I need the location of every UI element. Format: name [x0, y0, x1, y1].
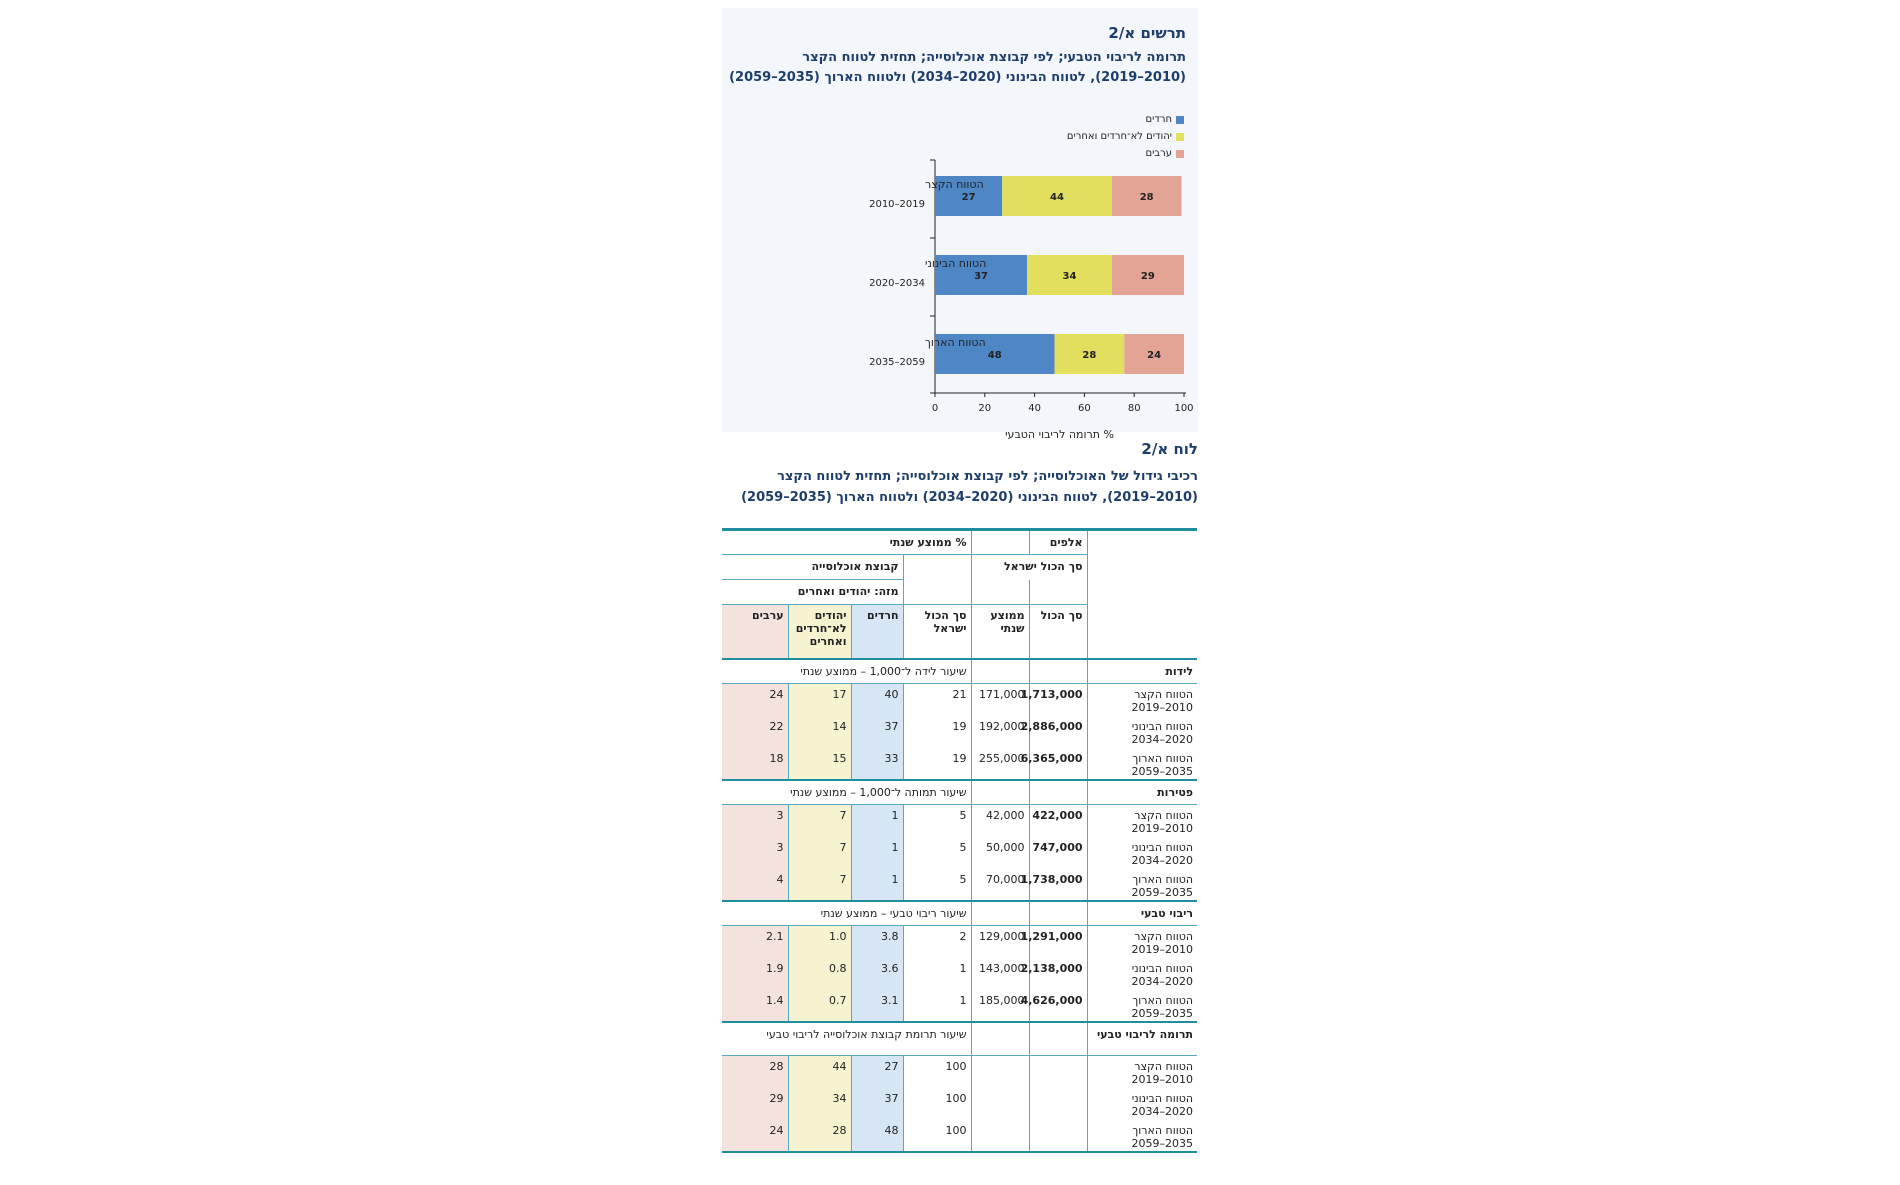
legend-label: יהודים לא־חרדים ואחרים	[1066, 131, 1172, 142]
chart-subtitle	[726, 48, 1186, 88]
row-years: 2035–2059	[1131, 1006, 1194, 1020]
cell-haredim: 37	[851, 716, 903, 748]
legend-swatch	[1176, 133, 1184, 141]
bar-value-label: 27	[961, 192, 976, 203]
cell-total: 747,000	[1029, 837, 1087, 869]
legend-swatch	[1176, 116, 1184, 124]
header-avg-pct: % ממוצע שנתי	[722, 530, 971, 555]
cell-haredim: 3.6	[851, 958, 903, 990]
cell-arabs: 3	[722, 837, 788, 869]
cell-israel-total: 1	[903, 990, 971, 1022]
row-years: 2035–2059	[1131, 764, 1194, 778]
cell-nonharedi: 15	[788, 748, 851, 780]
cell-annual-avg: 50,000	[971, 837, 1029, 869]
category-years-label: 2020–2034	[869, 278, 925, 289]
cell-total: 6,365,000	[1029, 748, 1087, 780]
cell-arabs: 1.9	[722, 958, 788, 990]
cell-nonharedi: 14	[788, 716, 851, 748]
cell-annual-avg	[971, 1056, 1029, 1088]
category-label: הטווח הארוך	[925, 336, 986, 349]
cell-haredim: 3.1	[851, 990, 903, 1022]
chart-panel	[722, 8, 1198, 441]
header-of-which: מזה: יהודים ואחרים	[788, 580, 903, 605]
row-years: 2035–2059	[1131, 885, 1194, 899]
header-israel-total: סך הכול ישראל	[971, 555, 1087, 580]
bar-value-label: 37	[974, 271, 989, 282]
category-label: הטווח הקצר	[925, 178, 984, 191]
chart-subtitle-line2: (2010–2019), לטווח הבינוני (2020–2034) ולטווח הארוך (2035–2059)	[729, 70, 1186, 85]
row-years: 2020–2034	[1131, 732, 1194, 746]
row-years: 2010–2019	[1131, 1073, 1194, 1086]
cell-arabs: 24	[722, 684, 788, 716]
table-subtitle-line2: (2010–2019), לטווח הבינוני (2020–2034) ולטווח הארוך (2035–2059)	[741, 490, 1198, 505]
legend-item	[1067, 128, 1184, 145]
row-period: הטווח הארוך	[1132, 993, 1194, 1007]
cell-israel-total: 21	[903, 684, 971, 716]
table-row-label	[1087, 926, 1197, 958]
cell-annual-avg	[971, 1120, 1029, 1152]
cell-haredim: 1	[851, 869, 903, 901]
row-period: הטווח הארוך	[1132, 751, 1194, 765]
bar-value-label: 28	[1139, 192, 1154, 203]
cell-annual-avg: 42,000	[971, 805, 1029, 837]
cell-israel-total: 100	[903, 1056, 971, 1088]
row-years: 2020–2034	[1131, 853, 1194, 867]
cell-nonharedi: 28	[788, 1120, 851, 1152]
header-population-group: קבוצת אוכלוסייה	[722, 555, 903, 580]
row-years: 2010–2019	[1131, 943, 1194, 956]
cell-annual-avg: 70,000	[971, 869, 1029, 901]
x-axis-label: % תרומה לריבוי הטבעי	[1005, 428, 1114, 441]
col-annual-avg-header: ממוצע שנתי	[971, 605, 1029, 659]
cell-annual-avg	[971, 1088, 1029, 1120]
row-period: הטווח הבינוני	[1131, 961, 1194, 975]
col-nonharedi-header: יהודים לא־חרדים ואחרים	[788, 605, 851, 659]
x-tick-label: 80	[1127, 403, 1141, 414]
cell-arabs: 24	[722, 1120, 788, 1152]
legend-swatch	[1176, 150, 1184, 158]
cell-israel-total: 100	[903, 1120, 971, 1152]
table-row-label	[1087, 1088, 1197, 1120]
legend-label: ערבים	[1145, 148, 1172, 159]
col-arabs-header: ערבים	[722, 605, 788, 659]
cell-nonharedi: 7	[788, 805, 851, 837]
cell-nonharedi: 17	[788, 684, 851, 716]
section-title: לידות	[1087, 659, 1197, 684]
section-rate-label: שיעור לידה ל־1,000 – ממוצע שנתי	[722, 659, 971, 684]
table-row-label	[1087, 716, 1197, 748]
table-row-label	[1087, 684, 1197, 716]
cell-haredim: 37	[851, 1088, 903, 1120]
row-years: 2020–2034	[1131, 1104, 1194, 1118]
row-period: הטווח הקצר	[1134, 809, 1194, 822]
cell-nonharedi: 34	[788, 1088, 851, 1120]
section-title: פטירות	[1087, 780, 1197, 805]
cell-arabs: 4	[722, 869, 788, 901]
legend-item	[1067, 145, 1184, 162]
section-rate-label: שיעור תמותה ל־1,000 – ממוצע שנתי	[722, 780, 971, 805]
row-period: הטווח הארוך	[1132, 872, 1194, 886]
x-tick-label: 20	[978, 403, 992, 414]
bar-value-label: 28	[1082, 350, 1097, 361]
cell-haredim: 1	[851, 805, 903, 837]
cell-total: 422,000	[1029, 805, 1087, 837]
cell-total	[1029, 1120, 1087, 1152]
row-period: הטווח הקצר	[1134, 930, 1194, 943]
table-row-label	[1087, 837, 1197, 869]
cell-nonharedi: 0.8	[788, 958, 851, 990]
table-row-label	[1087, 748, 1197, 780]
cell-arabs: 29	[722, 1088, 788, 1120]
cell-arabs: 2.1	[722, 926, 788, 958]
col-israel-total-header: סך הכול ישראל	[903, 605, 971, 659]
cell-total: 2,886,000	[1029, 716, 1087, 748]
cell-arabs: 18	[722, 748, 788, 780]
cell-israel-total: 19	[903, 748, 971, 780]
cell-nonharedi: 0.7	[788, 990, 851, 1022]
cell-nonharedi: 7	[788, 837, 851, 869]
cell-haredim: 33	[851, 748, 903, 780]
legend-item	[1067, 111, 1184, 128]
table-row-label	[1087, 869, 1197, 901]
section-title: תרומה לריבוי טבעי	[1087, 1022, 1197, 1056]
chart-subtitle-line1: תרומה לריבוי הטבעי; לפי קבוצת אוכלוסייה; תחזית לטווח הקצר	[802, 50, 1186, 65]
chart-heading: תרשים א/2	[1108, 24, 1186, 42]
row-period: הטווח הבינוני	[1131, 840, 1194, 854]
cell-total: 1,738,000	[1029, 869, 1087, 901]
cell-israel-total: 1	[903, 958, 971, 990]
legend-label: חרדים	[1145, 114, 1172, 125]
chart-legend	[1067, 111, 1184, 162]
row-period: הטווח הבינוני	[1131, 1091, 1194, 1105]
col-haredim-header: חרדים	[851, 605, 903, 659]
table-heading: לוח א/2	[1141, 440, 1198, 458]
cell-total: 1,291,000	[1029, 926, 1087, 958]
row-years: 2035–2059	[1131, 1136, 1194, 1150]
cell-haredim: 48	[851, 1120, 903, 1152]
cell-haredim: 40	[851, 684, 903, 716]
row-period: הטווח הקצר	[1134, 1060, 1194, 1073]
cell-israel-total: 2	[903, 926, 971, 958]
cell-total	[1029, 1088, 1087, 1120]
x-tick-label: 60	[1078, 403, 1091, 414]
cell-haredim: 3.8	[851, 926, 903, 958]
cell-arabs: 22	[722, 716, 788, 748]
table-subtitle-line1: רכיבי גידול של האוכלוסייה; לפי קבוצת אוכלוסייה; תחזית לטווח הקצר	[777, 469, 1198, 484]
category-label: הטווח הבינוני	[925, 257, 987, 270]
cell-total: 1,713,000	[1029, 684, 1087, 716]
bar-value-label: 29	[1140, 271, 1155, 282]
category-years-label: 2035–2059	[869, 357, 925, 368]
col-total-header: סך הכול	[1029, 605, 1087, 659]
cell-israel-total: 100	[903, 1088, 971, 1120]
table-row-label	[1087, 1056, 1197, 1088]
table-row-label	[1087, 1120, 1197, 1152]
bar-value-label: 34	[1062, 271, 1077, 282]
cell-nonharedi: 7	[788, 869, 851, 901]
row-years: 2010–2019	[1131, 701, 1194, 714]
cell-israel-total: 5	[903, 805, 971, 837]
row-period: הטווח הארוך	[1132, 1123, 1194, 1137]
bar-value-label: 44	[1050, 192, 1064, 203]
row-years: 2010–2019	[1131, 822, 1194, 835]
table-row-label	[1087, 990, 1197, 1022]
row-period: הטווח הבינוני	[1131, 719, 1194, 733]
category-years-label: 2010–2019	[869, 199, 925, 210]
x-tick-label: 100	[1174, 403, 1194, 414]
cell-arabs: 1.4	[722, 990, 788, 1022]
cell-total	[1029, 1056, 1087, 1088]
x-tick-label: 40	[1028, 403, 1041, 414]
bar-value-label: 24	[1147, 350, 1162, 361]
table-row-label	[1087, 958, 1197, 990]
cell-arabs: 28	[722, 1056, 788, 1088]
cell-total: 4,626,000	[1029, 990, 1087, 1022]
cell-arabs: 3	[722, 805, 788, 837]
table-row-label	[1087, 805, 1197, 837]
cell-total: 2,138,000	[1029, 958, 1087, 990]
table-subtitle	[718, 466, 1198, 508]
cell-annual-avg: 143,000	[971, 958, 1029, 990]
x-tick-label: 0	[931, 403, 939, 414]
cell-israel-total: 5	[903, 837, 971, 869]
cell-annual-avg: 192,000	[971, 716, 1029, 748]
section-rate-label: שיעור ריבוי טבעי – ממוצע שנתי	[722, 901, 971, 926]
row-years: 2020–2034	[1131, 974, 1194, 988]
cell-annual-avg: 129,000	[971, 926, 1029, 958]
row-period: הטווח הקצר	[1134, 688, 1194, 701]
bar-value-label: 48	[987, 350, 1002, 361]
cell-israel-total: 5	[903, 869, 971, 901]
header-thousands: אלפים	[1029, 530, 1087, 555]
cell-nonharedi: 44	[788, 1056, 851, 1088]
population-growth-table	[722, 528, 1197, 1155]
cell-haredim: 1	[851, 837, 903, 869]
section-rate-label: שיעור תרומת קבוצת אוכלוסייה לריבוי טבעי	[722, 1022, 971, 1056]
cell-nonharedi: 1.0	[788, 926, 851, 958]
cell-haredim: 27	[851, 1056, 903, 1088]
cell-annual-avg: 171,000	[971, 684, 1029, 716]
cell-annual-avg: 255,000	[971, 748, 1029, 780]
cell-annual-avg: 185,000	[971, 990, 1029, 1022]
section-title: ריבוי טבעי	[1087, 901, 1197, 926]
cell-israel-total: 19	[903, 716, 971, 748]
